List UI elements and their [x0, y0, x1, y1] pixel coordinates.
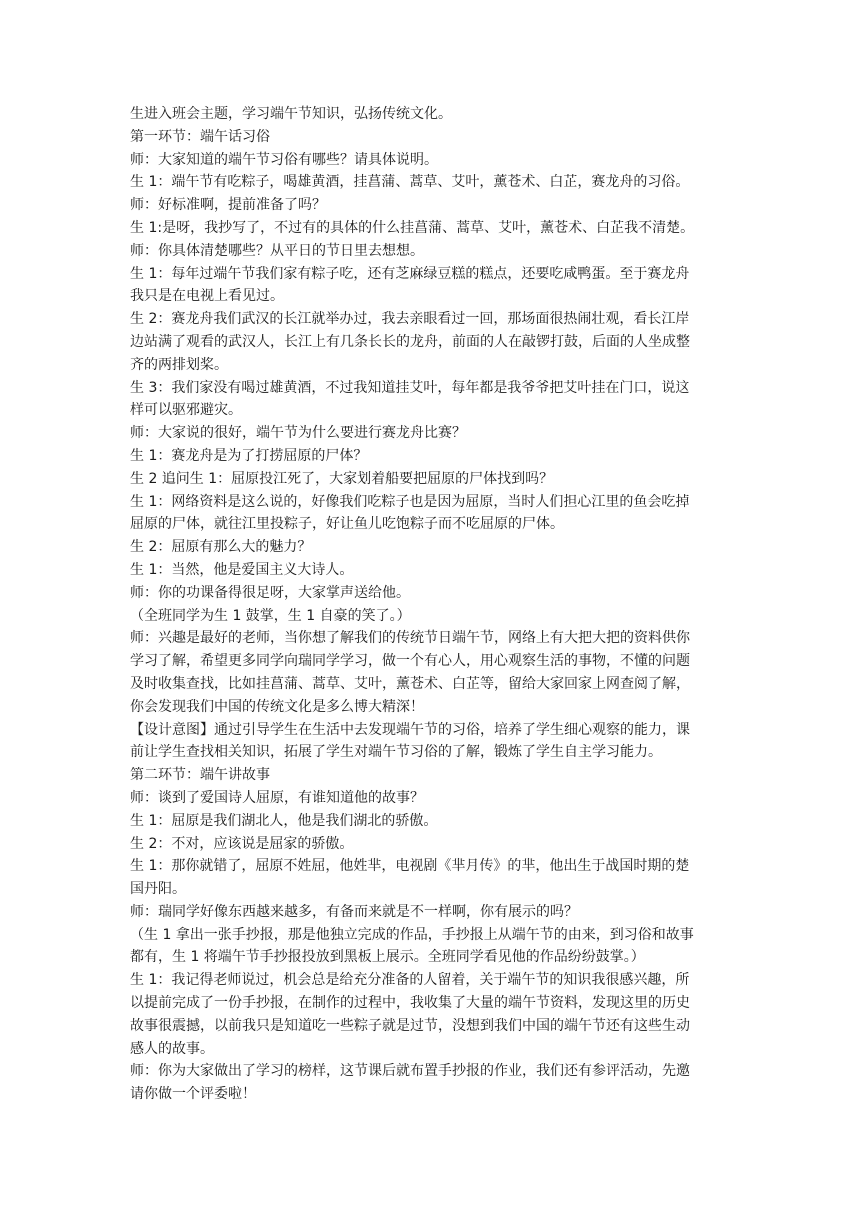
text-line: 生 2 追问生 1：屈原投江死了，大家划着船要把屈原的尸体找到吗？	[130, 470, 554, 487]
text-line: 生 2：屈原有那么大的魅力？	[130, 539, 312, 556]
text-line: 及时收集查找，比如挂菖蒲、蒿草、艾叶，薰苍术、白芷等，留给大家回家上网查阅了解，	[130, 675, 690, 692]
text-line: 生 1：每年过端午节我们家有粽子吃，还有芝麻绿豆糕的糕点，还要吃咸鸭蛋。至于赛龙舟	[130, 265, 690, 282]
text-line: 屈原的尸体，就往江里投粽子，好让鱼儿吃饱粽子而不吃屈原的尸体。	[130, 516, 564, 533]
text-line: 边站满了观看的武汉人，长江上有几条长长的龙舟，前面的人在敲锣打鼓，后面的人坐成整	[130, 333, 690, 350]
text-line: 国丹阳。	[130, 881, 186, 898]
text-line: 请你做一个评委啦！	[130, 1086, 256, 1103]
text-line: 师：大家知道的端午节习俗有哪些？请具体说明。	[130, 151, 438, 168]
text-line: 师：谈到了爱国诗人屈原，有谁知道他的故事？	[130, 789, 424, 806]
text-line: 师：你的功课备得很足呀，大家掌声送给他。	[130, 584, 410, 601]
text-line: 师：好标准啊，提前准备了吗？	[130, 197, 326, 214]
text-line: 【设计意图】通过引导学生在生活中去发现端午节的习俗，培养了学生细心观察的能力，课	[130, 721, 690, 738]
text-line: （生 1 拿出一张手抄报，那是他独立完成的作品，手抄报上从端午节的由来，到习俗和故事	[130, 926, 694, 943]
text-line: 生 3：我们家没有喝过雄黄酒，不过我知道挂艾叶，每年都是我爷爷把艾叶挂在门口，说这	[130, 379, 690, 396]
text-line: 以提前完成了一份手抄报，在制作的过程中，我收集了大量的端午节资料，发现这里的历史	[130, 995, 690, 1012]
text-line: 生 1：端午节有吃粽子，喝雄黄酒，挂菖蒲、蒿草、艾叶，薰苍术、白芷，赛龙舟的习俗。	[130, 174, 690, 191]
text-line: 生 2：不对，应该说是屈家的骄傲。	[130, 835, 354, 852]
text-line: 感人的故事。	[130, 1040, 214, 1057]
text-line: 生 1：我记得老师说过，机会总是给充分准备的人留着，关于端午节的知识我很感兴趣，所	[130, 972, 690, 989]
text-line: 生 1：屈原是我们湖北人，他是我们湖北的骄傲。	[130, 812, 438, 829]
text-line: 都有，生 1 将端午节手抄报投放到黑板上展示。全班同学看见他的作品纷纷鼓掌。）	[130, 949, 645, 966]
text-line: 生 1：网络资料是这么说的，好像我们吃粽子也是因为屈原，当时人们担心江里的鱼会吃掉	[130, 493, 690, 510]
document-body	[130, 103, 730, 1106]
text-line: 生 1：那你就错了，屈原不姓屈，他姓芈，电视剧《芈月传》的芈，他出生于战国时期的楚	[130, 858, 690, 875]
text-line: 第一环节：端午话习俗	[130, 128, 270, 145]
text-line: 生 2：赛龙舟我们武汉的长江就举办过，我去亲眼看过一回，那场面很热闹壮观，看长江岸	[130, 311, 690, 328]
text-line: 师：瑞同学好像东西越来越多，有备而来就是不一样啊，你有展示的吗？	[130, 903, 578, 920]
text-line: 样可以驱邪避灾。	[130, 402, 242, 419]
text-line: 生 1:是呀，我抄写了，不过有的具体的什么挂菖蒲、蒿草、艾叶，薰苍术、白芷我不清楚。	[130, 219, 695, 236]
text-line: 师：你具体清楚哪些？从平日的节日里去想想。	[130, 242, 424, 259]
text-line: 我只是在电视上看见过。	[130, 288, 284, 305]
text-line: 学习了解，希望更多同学向瑞同学学习，做一个有心人，用心观察生活的事物，不懂的问题	[130, 653, 690, 670]
text-line: 生进入班会主题，学习端午节知识，弘扬传统文化。	[130, 106, 452, 122]
text-line: 生 1：当然，他是爱国主义大诗人。	[130, 561, 354, 578]
text-line: 生 1：赛龙舟是为了打捞屈原的尸体？	[130, 447, 368, 464]
text-line: 师：大家说的很好，端午节为什么要进行赛龙舟比赛？	[130, 425, 466, 442]
text-line: 齐的两排划桨。	[130, 356, 228, 373]
text-line: （全班同学为生 1 鼓掌，生 1 自豪的笑了。）	[130, 607, 411, 624]
text-line: 你会发现我们中国的传统文化是多么博大精深！	[130, 698, 424, 715]
text-line: 师：兴趣是最好的老师，当你想了解我们的传统节日端午节，网络上有大把大把的资料供你	[130, 630, 690, 647]
text-line: 前让学生查找相关知识，拓展了学生对端午节习俗的了解，锻炼了学生自主学习能力。	[130, 744, 662, 761]
text-line: 第二环节：端午讲故事	[130, 767, 270, 784]
text-line: 师：你为大家做出了学习的榜样，这节课后就布置手抄报的作业，我们还有参评活动，先邀	[130, 1063, 690, 1080]
text-line: 故事很震撼，以前我只是知道吃一些粽子就是过节，没想到我们中国的端午节还有这些生动	[130, 1017, 690, 1034]
